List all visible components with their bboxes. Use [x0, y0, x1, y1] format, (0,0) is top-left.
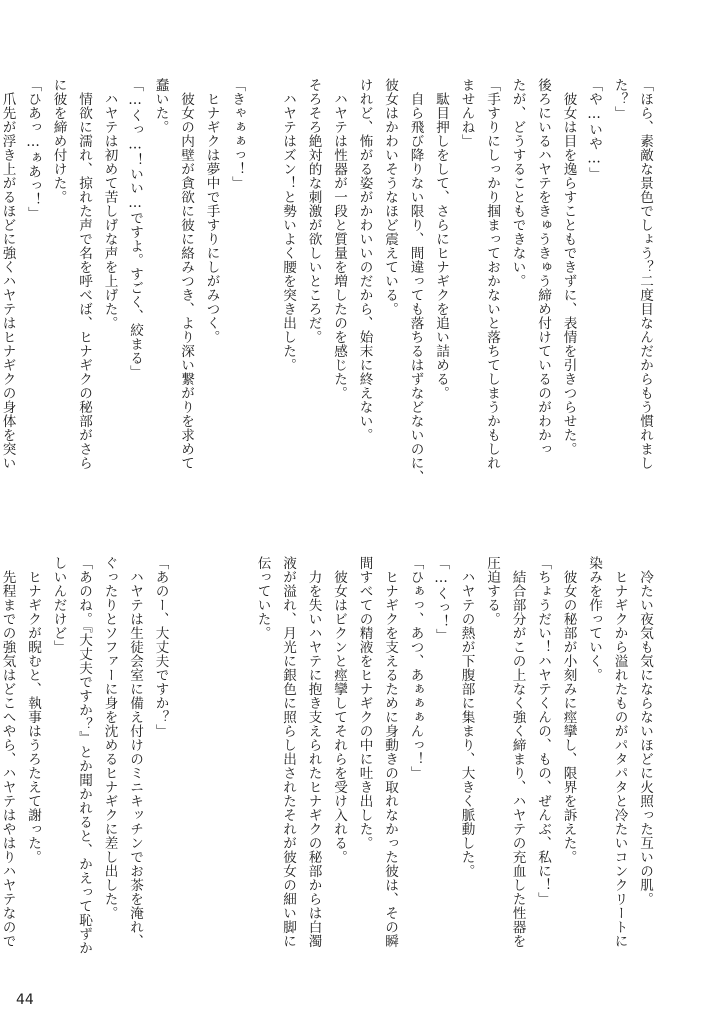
text-line: 彼女はビクンと痙攣してそれらを受け入れる。 — [331, 556, 347, 864]
text-line: ハヤテの熱が下腹部に集まり、大きく脈動した。 — [458, 556, 475, 878]
text-line: 圧迫する。 — [484, 556, 500, 626]
text-line: 「…くっ…！いい…ですよ。すごく、絞まる」 — [127, 78, 143, 380]
text-line: 彼女はかわいそうなほど震えている。 — [382, 78, 398, 316]
text-line: ハヤテは生徒会室に備え付けのミニキッチンでお茶を淹れ、 — [127, 556, 143, 948]
text-line: ヒナギクが睨むと、執事はうろたえて謝った。 — [25, 556, 41, 864]
text-line: けれど、怖がる姿がかわいいのだから、始末に終えない。 — [356, 78, 373, 442]
text-line: 「あのね。『大丈夫ですか？』とか聞かれると、かえって恥ずか — [76, 556, 92, 956]
text-line — [249, 78, 275, 508]
text-line: に彼を締め付けた。 — [50, 78, 67, 204]
text-line: た？」 — [611, 78, 628, 120]
text-line: 力を失いハヤテに抱き支えられたヒナギクの秘部からは白濁 — [305, 556, 322, 948]
text-line: ませんね」 — [458, 78, 475, 148]
text-line: ヒナギクから溢れたものがパタパタと冷たいコンクリートに — [611, 556, 628, 948]
text-line: ヒナギクは夢中で手すりにしがみつく。 — [203, 78, 220, 344]
text-line: 彼女の内壁が貪欲に彼に絡みつき、より深い繋がりを求めて — [178, 78, 194, 470]
text-line: 「ちょうだい！ハヤテくんの、もの、ぜんぶ、私に！」 — [535, 556, 551, 906]
text-line: ぐったりとソファーに身を沈めるヒナギクに差し出した。 — [101, 556, 118, 920]
text-line: 冷たい夜気も気にならないほどに火照った互いの肌。 — [637, 556, 653, 906]
text-line: ヒナギクを支えるために身動きの取れなかった彼は、その瞬 — [382, 556, 398, 948]
text-line: 蠢いた。 — [152, 78, 169, 134]
text-line: 結合部分がこの上なく強く締まり、ハヤテの充血した性器を — [509, 556, 526, 948]
text-line — [224, 556, 250, 956]
text-block-bottom — [0, 556, 657, 956]
text-line: ハヤテは性器が一段と質量を増したのを感じた。 — [331, 78, 347, 400]
text-line: 間すべての精液をヒナギクの中に吐き出した。 — [356, 556, 373, 850]
text-line: そろそろ絶対的な刺激が欲しいところだ。 — [305, 78, 322, 344]
text-line: 染みを作っていく。 — [586, 556, 602, 682]
text-line: 「ひあっ…ぁあっ！」 — [25, 78, 41, 221]
text-line: 彼女は目を逸らすこともできずに、表情を引きつらせた。 — [560, 78, 577, 456]
text-line: 情欲に濡れ、掠れた声で名を呼べば、ヒナギクの秘部がさら — [76, 78, 92, 470]
text-line — [198, 556, 224, 956]
text-line: 「ひぁっ、あつ、あぁぁぁんっ！」 — [407, 556, 424, 780]
text-line: 彼女の秘部が小刻みに痙攣し、限界を訴えた。 — [560, 556, 577, 864]
text-line: 伝っていた。 — [254, 556, 271, 640]
text-line: 先程までの強気はどこへやら、ハヤテはやはりハヤテなので — [0, 556, 16, 948]
text-line: 「…くっ！」 — [433, 556, 449, 643]
text-line: 自ら飛び降りない限り、間違っても落ちるはずなどないのに、 — [407, 78, 424, 484]
page-number: 44 — [16, 992, 34, 1008]
text-line — [173, 556, 199, 956]
text-block-top — [0, 78, 657, 508]
text-line: 「ほら、素敵な景色でしょう？二度目なんだからもう慣れまし — [637, 78, 653, 470]
text-line: 「きゃぁぁっ！」 — [229, 78, 245, 190]
text-line: 「あのー、大丈夫ですか？」 — [152, 556, 169, 738]
text-line: ハヤテはズン！と勢いよく腰を突き出した。 — [280, 78, 296, 372]
text-line: たが、どうすることもできない。 — [509, 78, 526, 288]
text-line: 爪先が浮き上がるほどに強くハヤテはヒナギクの身体を突い — [0, 78, 16, 470]
text-line: しいんだけど」 — [50, 556, 67, 654]
text-line: 「手すりにしっかり掴まっておかないと落ちてしまうかもしれ — [484, 78, 500, 470]
text-line: 後ろにいるハヤテをきゅうきゅう締め付けているのがわかっ — [535, 78, 551, 456]
text-line: 「や…いや…」 — [586, 78, 602, 181]
text-line: 液が溢れ、月光に銀色に照らし出されたそれが彼女の細い脚に — [280, 556, 296, 948]
text-line: ハヤテは初めて苦しげな声を上げた。 — [101, 78, 118, 330]
text-line: 駄目押しをして、さらにヒナギクを追い詰める。 — [433, 78, 449, 400]
